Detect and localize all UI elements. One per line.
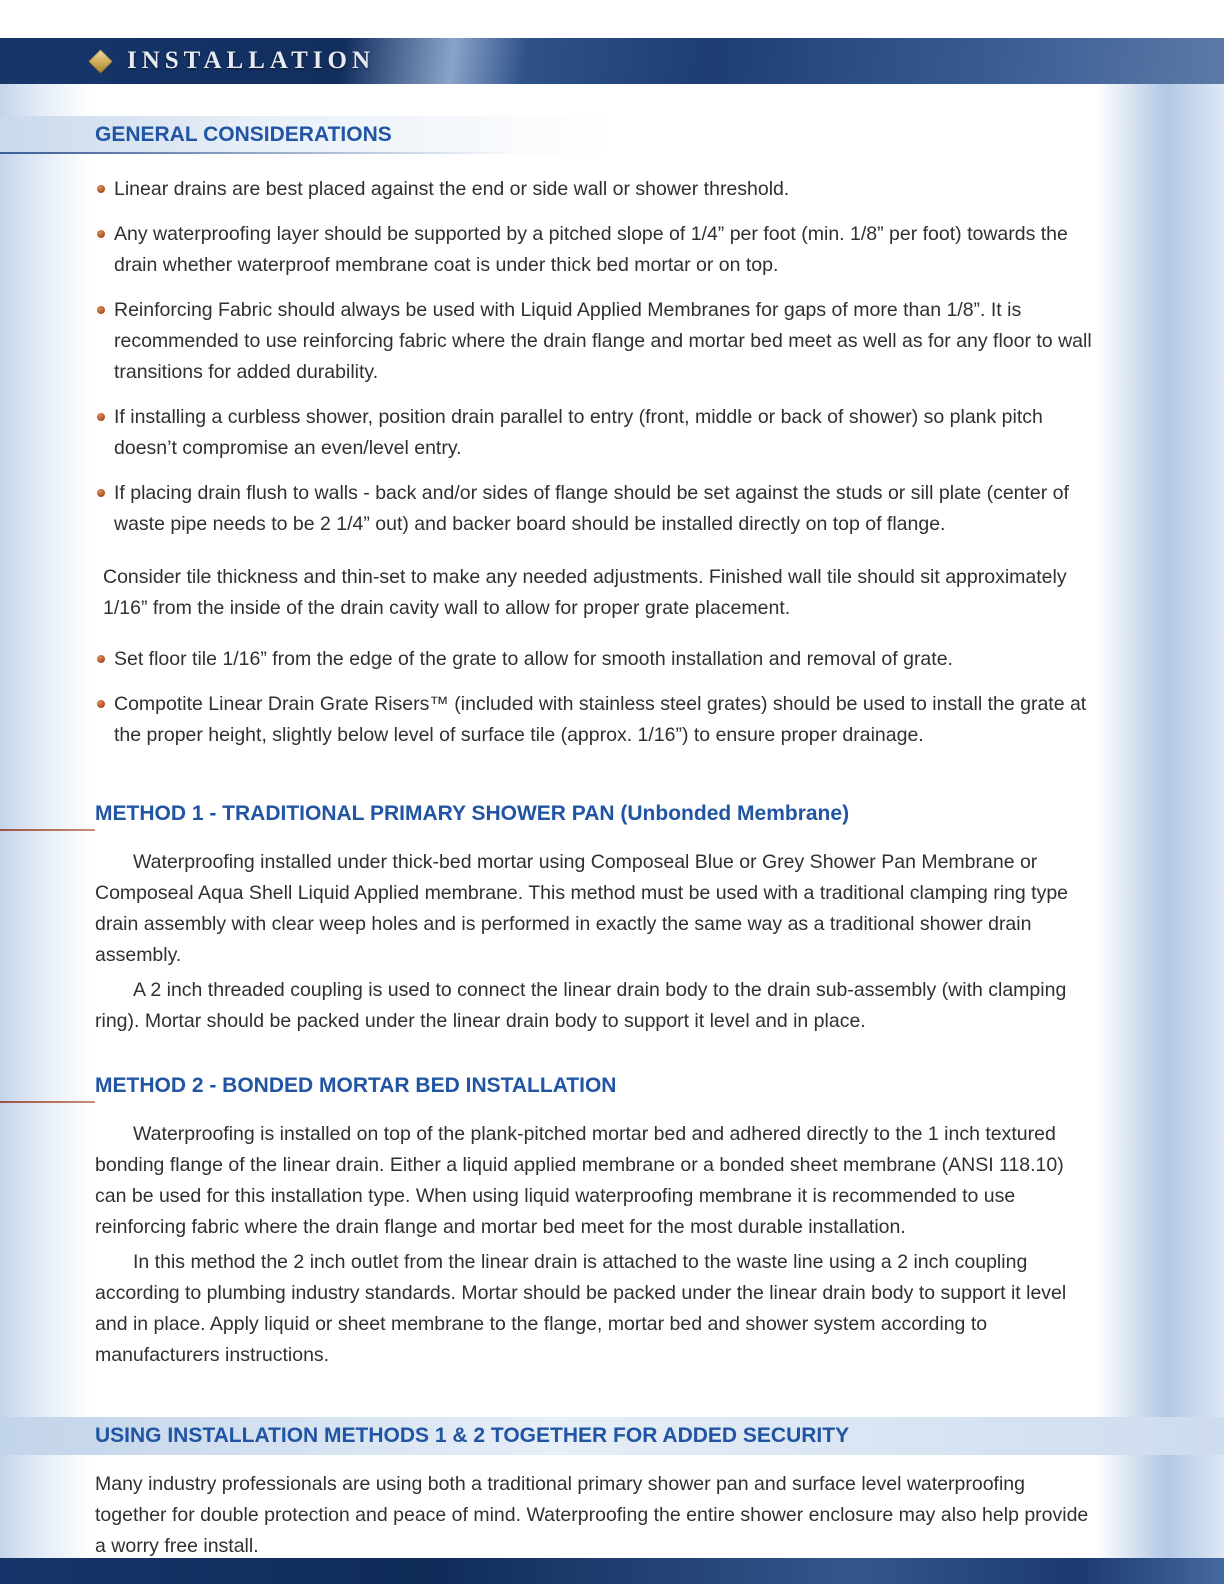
section-heading-general: GENERAL CONSIDERATIONS: [0, 116, 1224, 154]
combined-paragraph: Many industry professionals are using both a traditional primary shower pan and surface level waterproofing together for double protection and peace of mind. Waterproofing the entire shower enclosure may also help provide a worry free install.: [95, 1473, 1089, 1557]
diamond-icon: [88, 49, 112, 73]
bullet-text: Set floor tile 1/16” from the edge of the grate to allow for smooth installation and removal of grate.: [114, 648, 953, 670]
note-paragraph: Consider tile thickness and thin-set to make any needed adjustments. Finished wall tile should sit approximately 1/16” from the inside of the drain cavity wall to allow for proper grate placement.: [103, 566, 1067, 619]
bullet-item: [95, 174, 1100, 205]
general-bullet-list: [95, 174, 1100, 540]
method2-paragraph: In this method the 2 inch outlet from the linear drain is attached to the waste line using a 2 inch coupling according to plumbing industry standards. Mortar should be packed under the linear drain body to support it level and in place. Apply liquid or sheet membrane to the flange, mortar bed and shower system according to manufacturers instructions.: [95, 1251, 1067, 1366]
bullet-item: [95, 644, 1100, 675]
bullet-item: [95, 689, 1100, 751]
method1-paragraph: Waterproofing installed under thick-bed mortar using Composeal Blue or Grey Shower Pan Membrane or Composeal Aqua Shell Liquid Applied membrane. This method must be used with a traditional clamping ring type drain assembly with clear weep holes and is performed in exactly the same way as a traditional shower drain assembly.: [95, 851, 1069, 966]
section-heading-combined: USING INSTALLATION METHODS 1 & 2 TOGETHER FOR ADDED SECURITY: [0, 1417, 1224, 1455]
bullet-item: [95, 478, 1100, 540]
bullet-icon: [97, 489, 105, 497]
bullet-icon: [97, 230, 105, 238]
bullet-icon: [97, 306, 105, 314]
bullet-icon: [97, 413, 105, 421]
bullet-icon: [97, 655, 105, 663]
bottom-navy-bar: [0, 1558, 1224, 1584]
method1-paragraph: A 2 inch threaded coupling is used to connect the linear drain body to the drain sub-assembly (with clamping ring). Mortar should be packed under the linear drain body to support it level and in place.: [95, 979, 1067, 1032]
page-header: [0, 38, 1224, 84]
bullet-text: If installing a curbless shower, position drain parallel to entry (front, middle or back of shower) so plank pitch doesn’t compromise an even/level entry.: [114, 406, 1043, 459]
bullet-item: [95, 219, 1100, 281]
bullet-text: If placing drain flush to walls - back and/or sides of flange should be set against the studs or sill plate (center of waste pipe needs to be 2 1/4” out) and backer board should be installed directly on top of flange.: [114, 482, 1069, 535]
bullet-item: [95, 295, 1100, 388]
bullet-icon: [97, 185, 105, 193]
section-heading-method1: METHOD 1 - TRADITIONAL PRIMARY SHOWER PAN (Unbonded Membrane): [0, 795, 1224, 833]
bullet-text: Any waterproofing layer should be supported by a pitched slope of 1/4” per foot (min. 1/8” per foot) towards the drain whether waterproof membrane coat is under thick bed mortar or on top.: [114, 223, 1068, 276]
content-area: [0, 116, 1224, 1562]
bullet-text: Compotite Linear Drain Grate Risers™ (included with stainless steel grates) should be used to install the grate at the proper height, slightly below level of surface tile (approx. 1/16”) to ensure proper drainage.: [114, 693, 1087, 746]
top-white-strip: [0, 0, 1224, 38]
bullet-text: Linear drains are best placed against the end or side wall or shower threshold.: [114, 178, 790, 200]
bullet-text: Reinforcing Fabric should always be used with Liquid Applied Membranes for gaps of more than 1/8”. It is recommended to use reinforcing fabric where the drain flange and mortar bed meet as well as for any floor to wall transitions for added durability.: [114, 299, 1092, 383]
bullet-icon: [97, 700, 105, 708]
general-bullet-list-2: [95, 644, 1100, 751]
method2-paragraph: Waterproofing is installed on top of the plank-pitched mortar bed and adhered directly to the 1 inch textured bonding flange of the linear drain. Either a liquid applied membrane or a bonded sheet membrane (ANSI 118.10) can be used for this installation type. When using liquid waterproofing membrane it is recommended to use reinforcing fabric where the drain flange and mortar bed meet for the most durable installation.: [95, 1123, 1064, 1238]
bullet-item: [95, 402, 1100, 464]
section-heading-method2: METHOD 2 - BONDED MORTAR BED INSTALLATION: [0, 1067, 1224, 1105]
page-title: INSTALLATION: [127, 47, 376, 74]
